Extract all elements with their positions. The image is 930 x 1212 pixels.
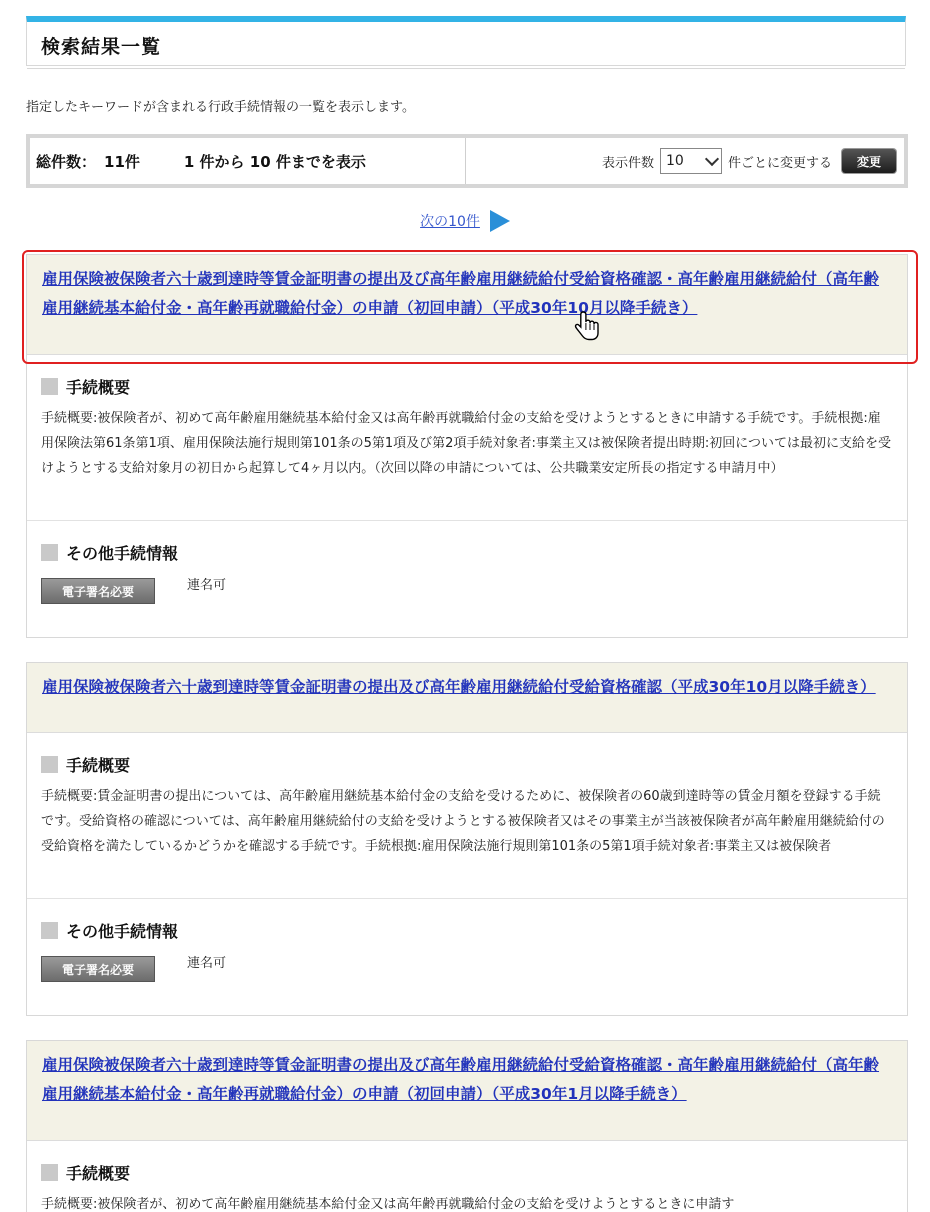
summary-heading-label: 手続概要 — [66, 378, 131, 397]
summary-section — [27, 1141, 907, 1212]
other-info-heading-label: その他手続情報 — [66, 544, 179, 563]
other-info-section — [27, 521, 907, 630]
title-divider — [27, 68, 905, 69]
display-count-select[interactable] — [660, 148, 722, 174]
summary-text: 手続概要:被保険者が、初めて高年齢雇用継続基本給付金又は高年齢再就職給付金の支給を受けようとするときに申請す — [41, 1197, 735, 1212]
other-info-heading — [41, 899, 893, 942]
total-label: 総件数： — [36, 152, 97, 171]
square-bullet-icon — [41, 378, 58, 395]
other-info-row — [41, 564, 893, 630]
select-chevron-icon — [705, 152, 719, 166]
other-info-text: 連名可 — [187, 956, 227, 971]
square-bullet-icon — [41, 756, 58, 773]
result-card — [26, 1040, 908, 1212]
change-button[interactable]: 変更 — [842, 149, 896, 173]
other-info-heading-label: その他手続情報 — [66, 922, 179, 941]
other-info-section — [27, 899, 907, 1008]
result-title-link[interactable]: 雇用保険被保険者六十歳到達時等賃金証明書の提出及び高年齢雇用継続給付受給資格確認・高年齢雇用継続給付（高年齢雇用継続基本給付金・高年齢再就職給付金）の申請（初回申請）（平成30年10月以降手続き） — [42, 270, 880, 317]
result-count-summary — [30, 138, 466, 184]
square-bullet-icon — [41, 1164, 58, 1181]
result-card — [26, 254, 908, 638]
square-bullet-icon — [41, 544, 58, 561]
next-page-link[interactable]: 次の10件 — [420, 214, 480, 230]
per-page-label: 件ごとに変更する — [727, 155, 832, 171]
signature-required-badge: 電子署名必要 — [41, 956, 155, 982]
result-title-link[interactable]: 雇用保険被保険者六十歳到達時等賃金証明書の提出及び高年齢雇用継続給付受給資格確認・高年齢雇用継続給付（高年齢雇用継続基本給付金・高年齢再就職給付金）の申請（初回申請）（平成30年1月以降手続き） — [42, 1056, 880, 1103]
result-title-link[interactable]: 雇用保険被保険者六十歳到達時等賃金証明書の提出及び高年齢雇用継続給付受給資格確認（平成30年10月以降手続き） — [42, 678, 876, 696]
result-card — [26, 662, 908, 1016]
page-title-box — [26, 16, 906, 66]
summary-section — [27, 355, 907, 521]
summary-text: 手続概要:被保険者が、初めて高年齢雇用継続基本給付金又は高年齢再就職給付金の支給を受けようとするときに申請する手続です。手続根拠:雇用保険法第61条第1項、雇用保険法施行規則第101条の5第1項及び第2項手続対象者:事業主又は被保険者提出時期:初回については最初に支給を受けようとする支給対象月の初日から起算して4ヶ月以内。（次回以降の申請については、公共職業安定所長の指定する申請月中） — [41, 411, 891, 476]
summary-heading — [41, 733, 893, 776]
result-card-header — [27, 255, 907, 355]
page-title: 検索結果一覧 — [41, 36, 162, 58]
result-count-bar — [26, 134, 908, 188]
total-value: 11件 — [104, 152, 140, 171]
result-card-header — [27, 663, 907, 733]
summary-text: 手続概要:賃金証明書の提出については、高年齢雇用継続基本給付金の支給を受けるために、被保険者の60歳到達時等の賃金月額を登録する手続です。受給資格の確認については、高年齢雇用継続給付の支給を受けようとする被保険者又はその事業主が当該被保険者が高年齢雇用継続給付の受給資格を満たしているかどうかを確認する手続です。手続根拠:雇用保険法施行規則第101条の5第1項手続対象者:事業主又は被保険者 — [41, 789, 885, 854]
page-description: 指定したキーワードが含まれる行政手続情報の一覧を表示します。 — [26, 100, 415, 115]
summary-heading — [41, 355, 893, 398]
hand-cursor-icon — [574, 310, 600, 344]
display-count-label: 表示件数 — [601, 155, 654, 171]
display-count-control — [466, 138, 904, 184]
square-bullet-icon — [41, 922, 58, 939]
result-count-inner — [30, 138, 904, 184]
summary-section — [27, 733, 907, 899]
result-card-header — [27, 1041, 907, 1141]
next-arrow-icon[interactable] — [490, 210, 510, 232]
signature-required-badge: 電子署名必要 — [41, 578, 155, 604]
pagination — [0, 210, 930, 232]
summary-heading-label: 手続概要 — [66, 756, 131, 775]
display-count-value: 10 — [665, 153, 684, 169]
summary-heading-label: 手続概要 — [66, 1164, 131, 1183]
range-text: 1 件から 10 件までを表示 — [183, 152, 366, 171]
other-info-row — [41, 942, 893, 1008]
other-info-text: 連名可 — [187, 578, 227, 593]
summary-heading — [41, 1141, 893, 1184]
other-info-heading — [41, 521, 893, 564]
